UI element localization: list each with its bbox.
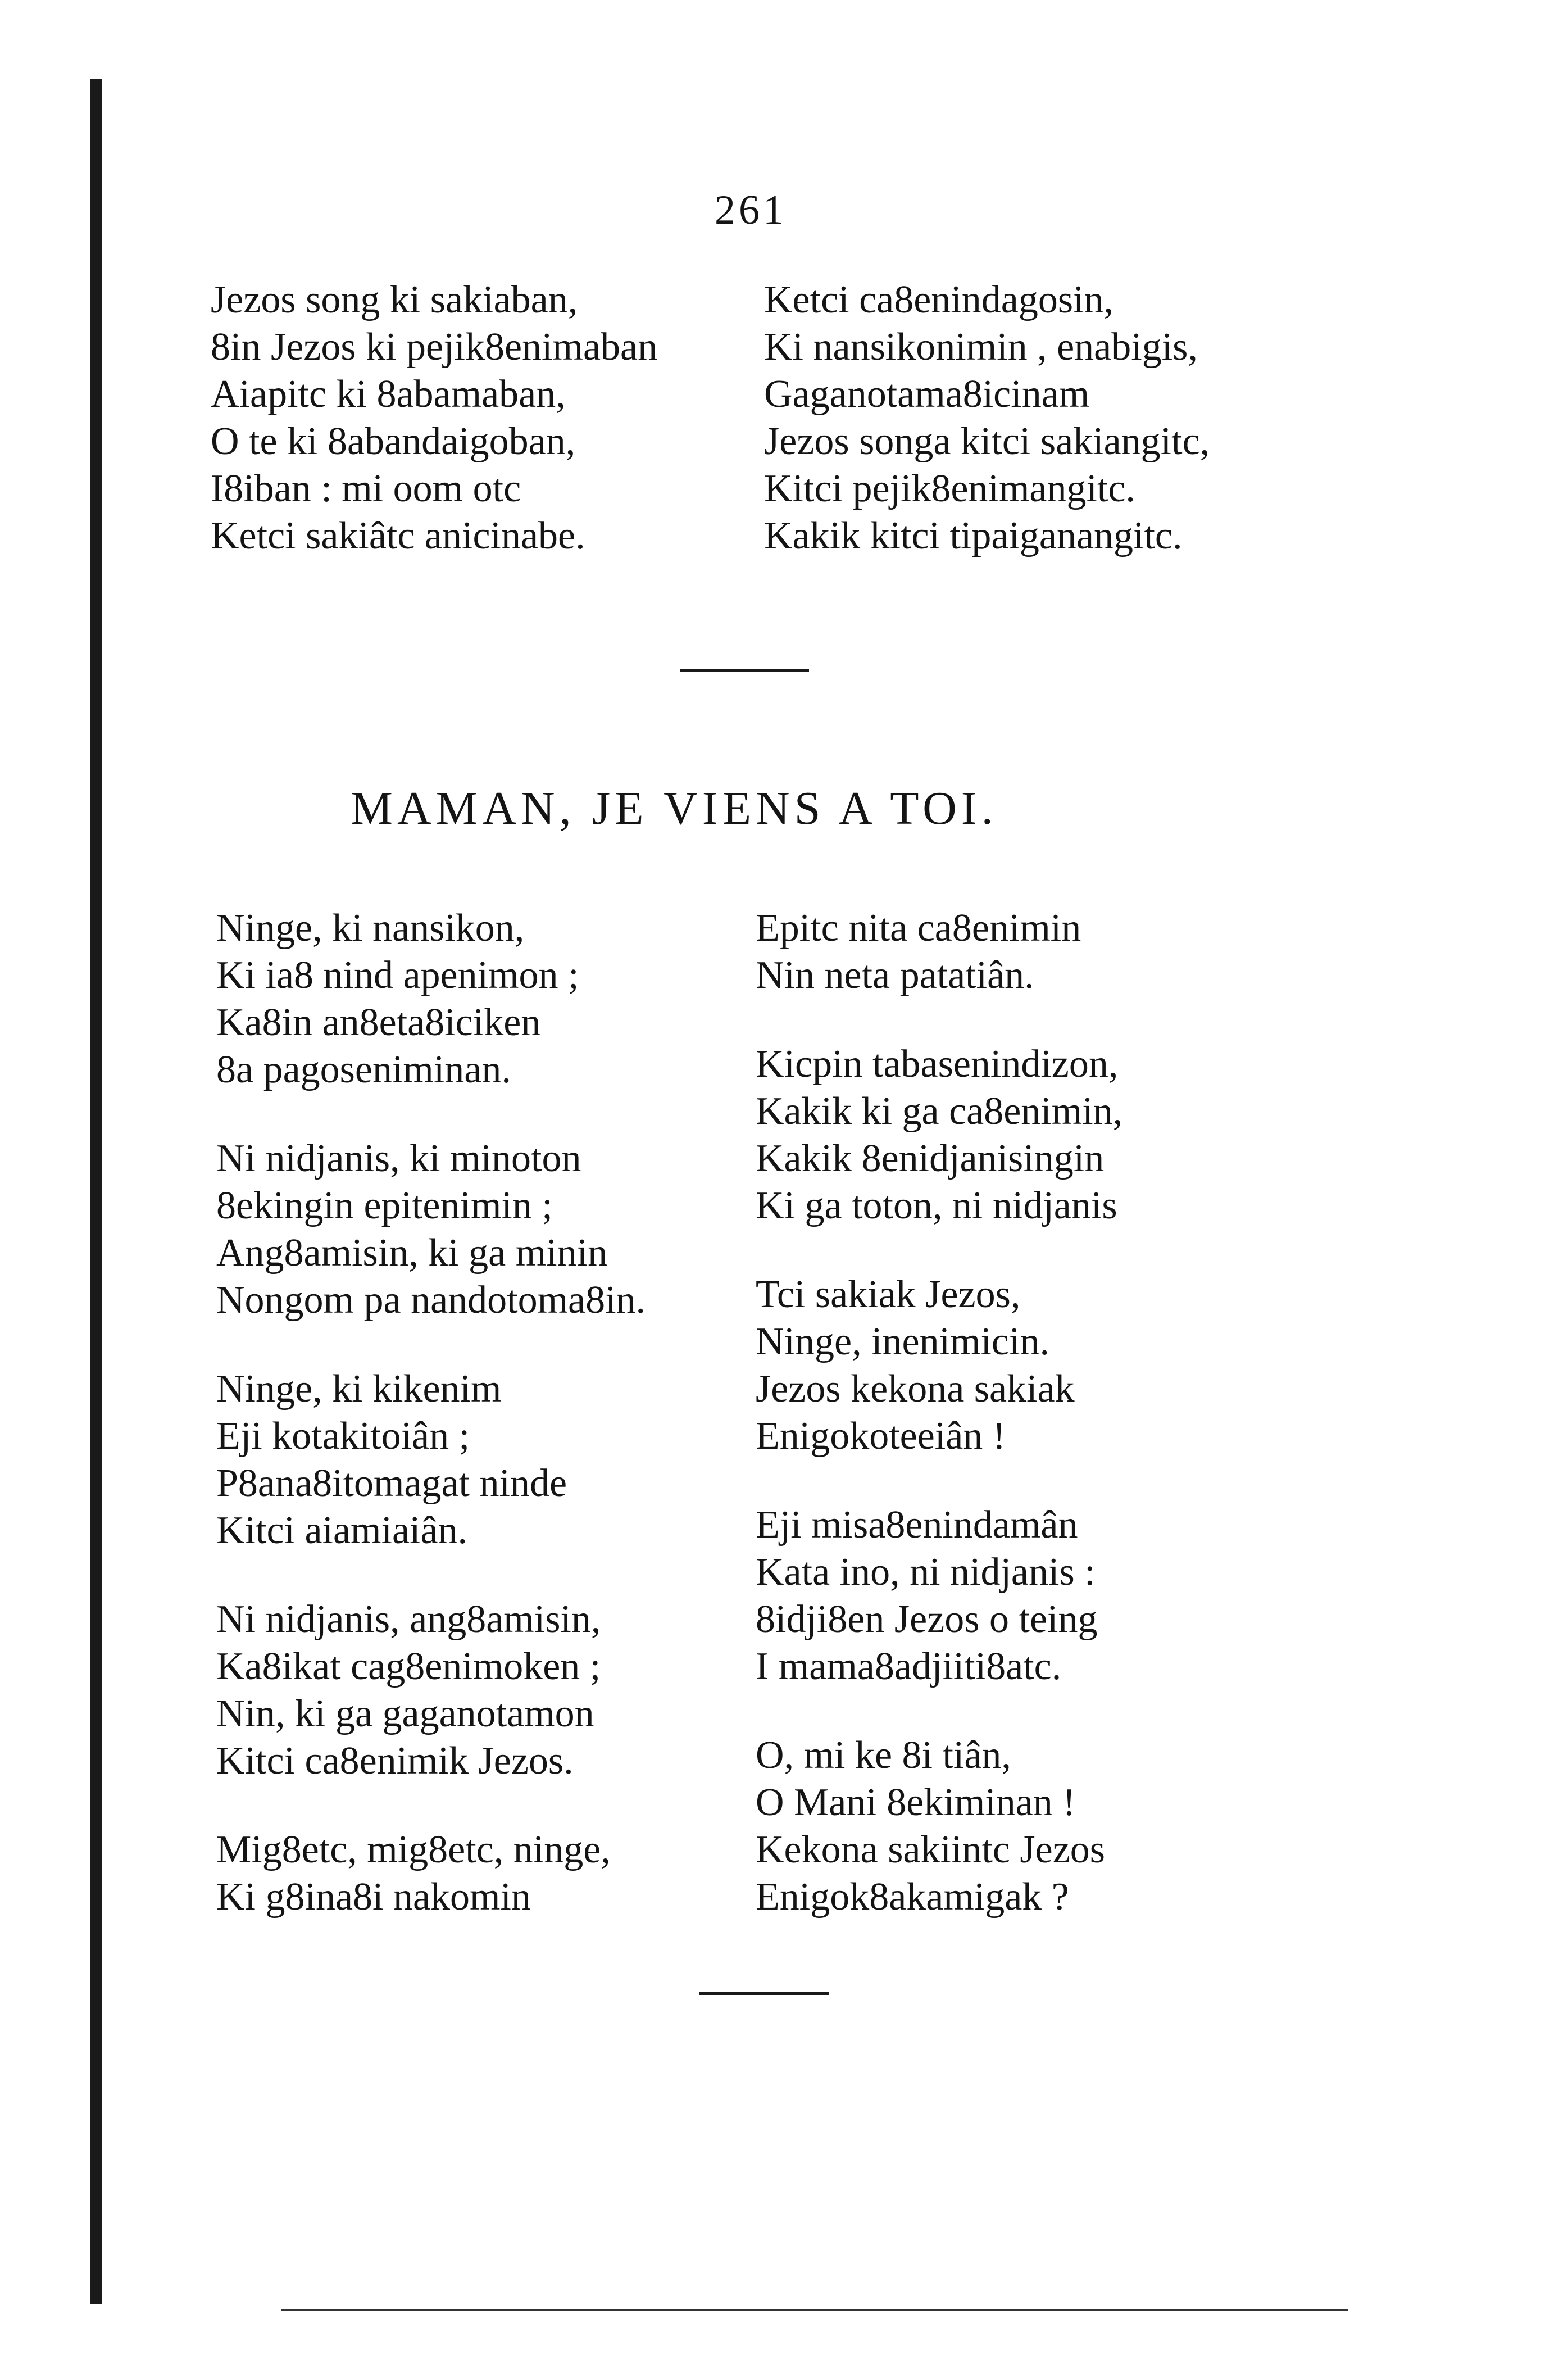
- verse-line: Aiapitc ki 8abamaban,: [211, 373, 566, 416]
- verse-line: Ka8in an8eta8iciken: [216, 1001, 541, 1044]
- stanza: [756, 905, 1122, 999]
- verse-line: Ketci sakiâtc anicinabe.: [211, 514, 585, 557]
- verse-line: Eji misa8enindamân: [756, 1503, 1078, 1547]
- verse-line: Kakik kitci tipaiganangitc.: [764, 514, 1183, 557]
- verse-line: Jezos kekona sakiak: [756, 1367, 1075, 1411]
- verse-line: Kakik 8enidjanisingin: [756, 1137, 1105, 1180]
- verse-line: Kekona sakiintc Jezos: [756, 1828, 1106, 1871]
- verse-line: Mig8etc, mig8etc, ninge,: [216, 1828, 611, 1871]
- verse-line: Ki ga toton, ni nidjanis: [756, 1184, 1117, 1227]
- verse-line: Kitci ca8enimik Jezos.: [216, 1739, 574, 1783]
- verse-line: Nin, ki ga gaganotamon: [216, 1692, 594, 1735]
- verse-line: Ang8amisin, ki ga minin: [216, 1231, 608, 1275]
- verse-line: O te ki 8abandaigoban,: [211, 420, 576, 463]
- stanza: [756, 1041, 1122, 1230]
- verse-line: Kakik ki ga ca8enimin,: [756, 1090, 1123, 1133]
- verse-line: Eji kotakitoiân ;: [216, 1414, 470, 1458]
- verse-line: 8a pagoseniminan.: [216, 1048, 511, 1091]
- verse-line: Ketci ca8enindagosin,: [764, 278, 1114, 321]
- verse-line: I mama8adjiiti8atc.: [756, 1645, 1062, 1688]
- verse-line: I8iban : mi oom otc: [211, 467, 521, 510]
- verse-line: O Mani 8ekiminan !: [756, 1781, 1076, 1824]
- top-right-stanza: [764, 276, 1210, 560]
- page-number: 261: [715, 187, 787, 233]
- hymn-title: MAMAN, JE VIENS A TOI.: [351, 782, 998, 835]
- verse-line: Epitc nita ca8enimin: [756, 906, 1081, 950]
- verse-line: Gaganotama8icinam: [764, 373, 1090, 416]
- stanza: [216, 905, 646, 1094]
- book-spine-shadow: [90, 79, 102, 2304]
- verse-line: 8ekingin epitenimin ;: [216, 1184, 553, 1227]
- page-bottom-edge: [281, 2309, 1348, 2311]
- verse-line: Ninge, ki nansikon,: [216, 906, 525, 950]
- stanza: [216, 1596, 646, 1785]
- top-left-stanza: [211, 276, 657, 560]
- verse-line: Jezos songa kitci sakiangitc,: [764, 420, 1210, 463]
- verse-line: Ninge, inenimicin.: [756, 1320, 1049, 1363]
- verse-line: Ki g8ina8i nakomin: [216, 1875, 531, 1919]
- verse-line: O, mi ke 8i tiân,: [756, 1734, 1011, 1777]
- verse-line: Ni nidjanis, ki minoton: [216, 1137, 581, 1180]
- top-divider: [680, 669, 809, 672]
- verse-line: Kitci pejik8enimangitc.: [764, 467, 1135, 510]
- verse-line: Ka8ikat cag8enimoken ;: [216, 1645, 601, 1688]
- verse-line: 8in Jezos ki pejik8enimaban: [211, 325, 658, 369]
- stanza: [756, 1271, 1122, 1460]
- verse-line: Kitci aiamiaiân.: [216, 1509, 468, 1552]
- stanza: [756, 1732, 1122, 1921]
- verse-line: Enigokoteeiân !: [756, 1414, 1006, 1458]
- verse-line: Ni nidjanis, ang8amisin,: [216, 1598, 601, 1641]
- verse-line: Kata ino, ni nidjanis :: [756, 1550, 1096, 1594]
- stanza: [756, 1502, 1122, 1690]
- verse-line: Nongom pa nandotoma8in.: [216, 1278, 646, 1322]
- verse-line: Ki nansikonimin , enabigis,: [764, 325, 1198, 369]
- verse-line: Ki ia8 nind apenimon ;: [216, 954, 579, 997]
- verse-line: Jezos song ki sakiaban,: [211, 278, 578, 321]
- bottom-divider: [699, 1992, 829, 1995]
- verse-line: Ninge, ki kikenim: [216, 1367, 502, 1411]
- verse-line: Nin neta patatiân.: [756, 954, 1034, 997]
- verse-line: 8idji8en Jezos o teing: [756, 1598, 1098, 1641]
- stanza: [216, 1135, 646, 1324]
- hymn-left-column: [216, 905, 646, 1962]
- stanza: [216, 1366, 646, 1554]
- hymn-right-column: [756, 905, 1122, 1962]
- stanza: [216, 1826, 646, 1921]
- verse-line: P8ana8itomagat ninde: [216, 1462, 567, 1505]
- verse-line: Kicpin tabasenindizon,: [756, 1042, 1119, 1086]
- verse-line: Enigok8akamigak ?: [756, 1875, 1069, 1919]
- verse-line: Tci sakiak Jezos,: [756, 1273, 1021, 1316]
